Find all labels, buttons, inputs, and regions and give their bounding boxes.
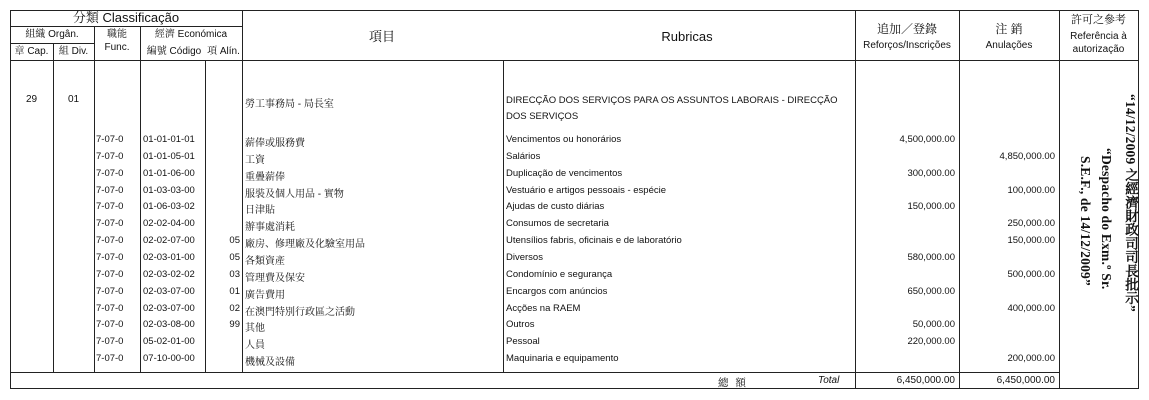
row-codigo: 05-02-01-00 — [143, 336, 195, 347]
row-reforco: 50,000.00 — [912, 319, 955, 330]
row-anulacao: 150,000.00 — [1007, 235, 1055, 246]
row-rubrica-pt: Vestuário e artigos pessoais - espécie — [506, 185, 667, 196]
row-func: 7-07-0 — [96, 168, 124, 179]
service-name-pt-line1: DIRECÇÃO DOS SERVIÇOS PARA OS ASSUNTOS LABORAIS - DIRECÇÃO — [506, 95, 838, 106]
row-anulacao: 250,000.00 — [1007, 218, 1055, 229]
row-anulacao: 100,000.00 — [1007, 185, 1055, 196]
total-label-cn: 總 額 — [718, 377, 748, 389]
codigo-heading: 編號 Código — [146, 46, 202, 57]
row-func: 7-07-0 — [96, 252, 124, 263]
row-alinea: 05 — [229, 235, 240, 246]
alinea-heading: 項 Alín. — [207, 46, 240, 57]
row-rubrica-pt: Duplicação de vencimentos — [506, 168, 623, 179]
row-codigo: 01-03-03-00 — [143, 185, 195, 196]
row-alinea: 01 — [229, 286, 240, 297]
row-codigo: 01-01-05-01 — [143, 151, 195, 162]
row-reforco: 4,500,000.00 — [899, 134, 955, 145]
row-rubrica-pt: Maquinaria e equipamento — [506, 353, 619, 364]
row-func: 7-07-0 — [96, 319, 124, 330]
row-codigo: 02-03-08-00 — [143, 319, 195, 330]
row-reforco: 300,000.00 — [907, 168, 955, 179]
row-func: 7-07-0 — [96, 218, 124, 229]
cap-value: 29 — [25, 94, 38, 105]
row-codigo: 01-01-06-00 — [143, 168, 195, 179]
row-codigo: 01-01-01-01 — [143, 134, 195, 145]
row-rubrica-pt: Ajudas de custo diárias — [506, 201, 605, 212]
row-anulacao: 200,000.00 — [1007, 353, 1055, 364]
row-rubrica-pt: Acções na RAEM — [506, 303, 581, 314]
row-item-cn: 廠房、修理廠及化驗室用品 — [245, 239, 365, 250]
total-reforcos: 6,450,000.00 — [896, 375, 955, 386]
organica-heading: 組織 Orgân. — [25, 29, 79, 40]
authorization-reference — [1064, 48, 1149, 348]
cap-heading: 章 Cap. — [14, 46, 49, 57]
reforcos-heading: Reforços/Inscrições — [863, 40, 951, 51]
row-item-cn: 在澳門特別行政區之活動 — [245, 307, 355, 318]
row-codigo: 07-10-00-00 — [143, 353, 195, 364]
row-rubrica-pt: Encargos com anúncios — [506, 286, 608, 297]
row-alinea: 03 — [229, 269, 240, 280]
funcional-heading-cn: 職能 — [107, 29, 127, 40]
row-anulacao: 4,850,000.00 — [999, 151, 1055, 162]
row-rubrica-pt: Vencimentos ou honorários — [506, 134, 622, 145]
row-rubrica-pt: Salários — [506, 151, 541, 162]
row-codigo: 02-02-04-00 — [143, 218, 195, 229]
row-rubrica-pt: Outros — [506, 319, 535, 330]
row-item-cn: 其他 — [245, 323, 265, 334]
row-alinea: 05 — [229, 252, 240, 263]
row-reforco: 650,000.00 — [907, 286, 955, 297]
row-func: 7-07-0 — [96, 353, 124, 364]
anulacoes-heading-cn: 注 銷 — [995, 22, 1023, 36]
funcional-heading: Func. — [104, 42, 130, 53]
row-item-cn: 辦事處消耗 — [245, 222, 295, 233]
row-rubrica-pt: Utensílios fabris, oficinais e de laboratório — [506, 235, 682, 246]
authorization-line-3: S.E.F., de 14/12/2009” — [1078, 156, 1093, 286]
row-func: 7-07-0 — [96, 269, 124, 280]
row-rubrica-pt: Consumos de secretaria — [506, 218, 609, 229]
item-heading: 項目 — [368, 29, 395, 44]
economica-heading: 經濟 Económica — [154, 29, 228, 40]
row-anulacao: 500,000.00 — [1007, 269, 1055, 280]
row-codigo: 01-06-03-02 — [143, 201, 195, 212]
row-codigo: 02-03-07-00 — [143, 303, 195, 314]
row-alinea: 99 — [229, 319, 240, 330]
authorization-line-2: “Despacho do Exm.º Sr. — [1099, 148, 1114, 290]
row-item-cn: 廣告費用 — [245, 290, 285, 301]
referencia-heading-cn: 許可之參考 — [1071, 14, 1126, 26]
row-codigo: 02-03-02-02 — [143, 269, 195, 280]
total-label-pt: Total — [818, 375, 840, 386]
row-func: 7-07-0 — [96, 151, 124, 162]
row-reforco: 580,000.00 — [907, 252, 955, 263]
classification-heading: 分類 Classificação — [72, 10, 180, 25]
row-func: 7-07-0 — [96, 185, 124, 196]
service-name-cn: 勞工事務局 - 局長室 — [245, 99, 334, 110]
row-codigo: 02-03-01-00 — [143, 252, 195, 263]
row-item-cn: 服裝及個人用品 - 實物 — [245, 189, 344, 200]
row-func: 7-07-0 — [96, 303, 124, 314]
row-anulacao: 400,000.00 — [1007, 303, 1055, 314]
row-item-cn: 工資 — [245, 155, 265, 166]
row-item-cn: 人員 — [245, 340, 265, 351]
row-codigo: 02-03-07-00 — [143, 286, 195, 297]
row-item-cn: 機械及設備 — [245, 357, 295, 368]
row-alinea: 02 — [229, 303, 240, 314]
row-rubrica-pt: Condomínio e segurança — [506, 269, 613, 280]
row-reforco: 220,000.00 — [907, 336, 955, 347]
row-codigo: 02-02-07-00 — [143, 235, 195, 246]
row-rubrica-pt: Diversos — [506, 252, 543, 263]
row-func: 7-07-0 — [96, 134, 124, 145]
total-anulacoes: 6,450,000.00 — [996, 375, 1055, 386]
div-heading: 組 Div. — [58, 46, 89, 57]
row-item-cn: 重疊薪俸 — [245, 172, 285, 183]
rubricas-heading: Rubricas — [661, 29, 713, 44]
row-reforco: 150,000.00 — [907, 201, 955, 212]
row-item-cn: 管理費及保安 — [245, 273, 305, 284]
row-item-cn: 薪俸或服務費 — [245, 138, 305, 149]
service-name-pt-line2: DOS SERVIÇOS — [506, 111, 579, 122]
row-item-cn: 各類資產 — [245, 256, 285, 267]
row-item-cn: 日津貼 — [245, 205, 275, 216]
anulacoes-heading: Anulações — [985, 40, 1033, 51]
row-rubrica-pt: Pessoal — [506, 336, 540, 347]
referencia-heading: Referência à autorização — [1070, 31, 1127, 55]
reforcos-heading-cn: 追加／登錄 — [876, 22, 937, 36]
authorization-line-1: “14/12/2009 之經濟財政司司長批示” — [1123, 94, 1138, 312]
row-func: 7-07-0 — [96, 201, 124, 212]
div-value: 01 — [67, 94, 80, 105]
row-func: 7-07-0 — [96, 336, 124, 347]
row-func: 7-07-0 — [96, 286, 124, 297]
row-func: 7-07-0 — [96, 235, 124, 246]
